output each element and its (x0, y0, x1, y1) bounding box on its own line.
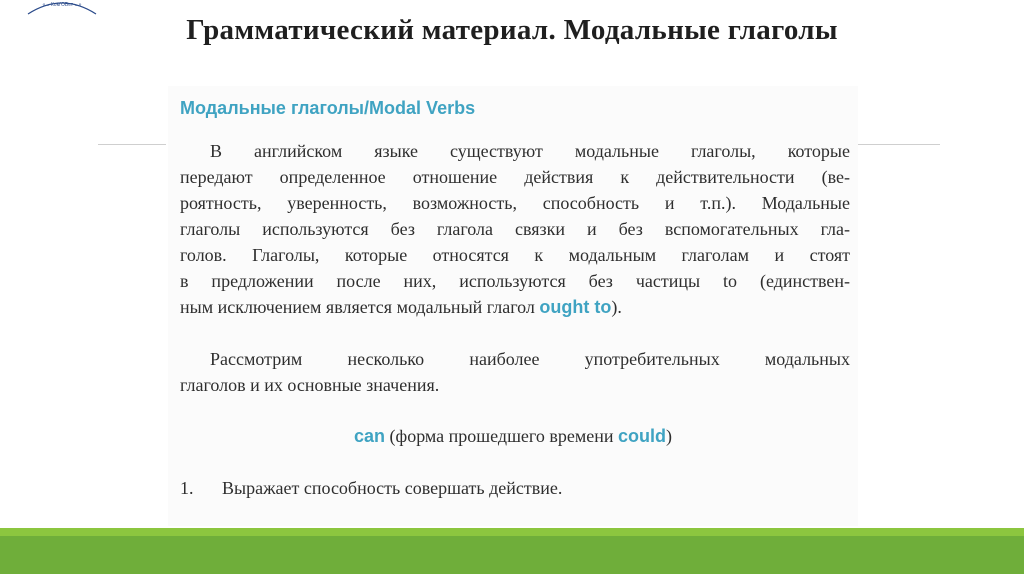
paragraph-line: В английском языке существуют модальные глаголы, которые (210, 141, 850, 161)
paragraph-line: роятность, уверенность, возможность, способность и т.п.). Модальные (180, 193, 850, 213)
modal-heading-end: ) (666, 426, 672, 446)
paragraph-text: ным исключением является модальный глагол (180, 297, 540, 317)
paragraph-line: глаголов и их основные значения. (180, 375, 440, 395)
can-term: can (354, 426, 386, 446)
paragraph-line: глаголы используются без глагола связки и без вспомогательных гла- (180, 219, 850, 239)
paragraph-line: Рассмотрим несколько наиболее употребительных модальных (210, 349, 850, 369)
ought-to-term: ought to (539, 297, 612, 317)
modal-heading-text: (форма прошедшего времени (385, 426, 618, 446)
list-number: 1. (180, 478, 194, 498)
divider-right (856, 144, 940, 145)
textbook-scan (168, 86, 858, 526)
logo-text: «... Ком'ОВет ...» (42, 2, 82, 8)
footer-bar (0, 536, 1024, 574)
paragraph-line: передают определенное отношение действия к действительности (ве- (180, 167, 850, 187)
paragraph-last-line (180, 294, 850, 320)
divider-left (98, 144, 166, 145)
list-text: Выражает способность совершать действие. (222, 478, 563, 498)
footer-stripe (0, 528, 1024, 536)
paragraph-line: в предложении после них, используются без частицы to (единствен- (180, 271, 850, 291)
list-item (180, 478, 562, 499)
modal-heading (168, 426, 858, 447)
paragraph-line: голов. Глаголы, которые относятся к модальным глаголам и стоят (180, 245, 850, 265)
section-heading: Модальные глаголы/Modal Verbs (180, 98, 476, 118)
paragraph-text: ). (611, 297, 622, 317)
slide-title: Грамматический материал. Модальные глаголы (186, 14, 838, 46)
could-term: could (618, 426, 666, 446)
